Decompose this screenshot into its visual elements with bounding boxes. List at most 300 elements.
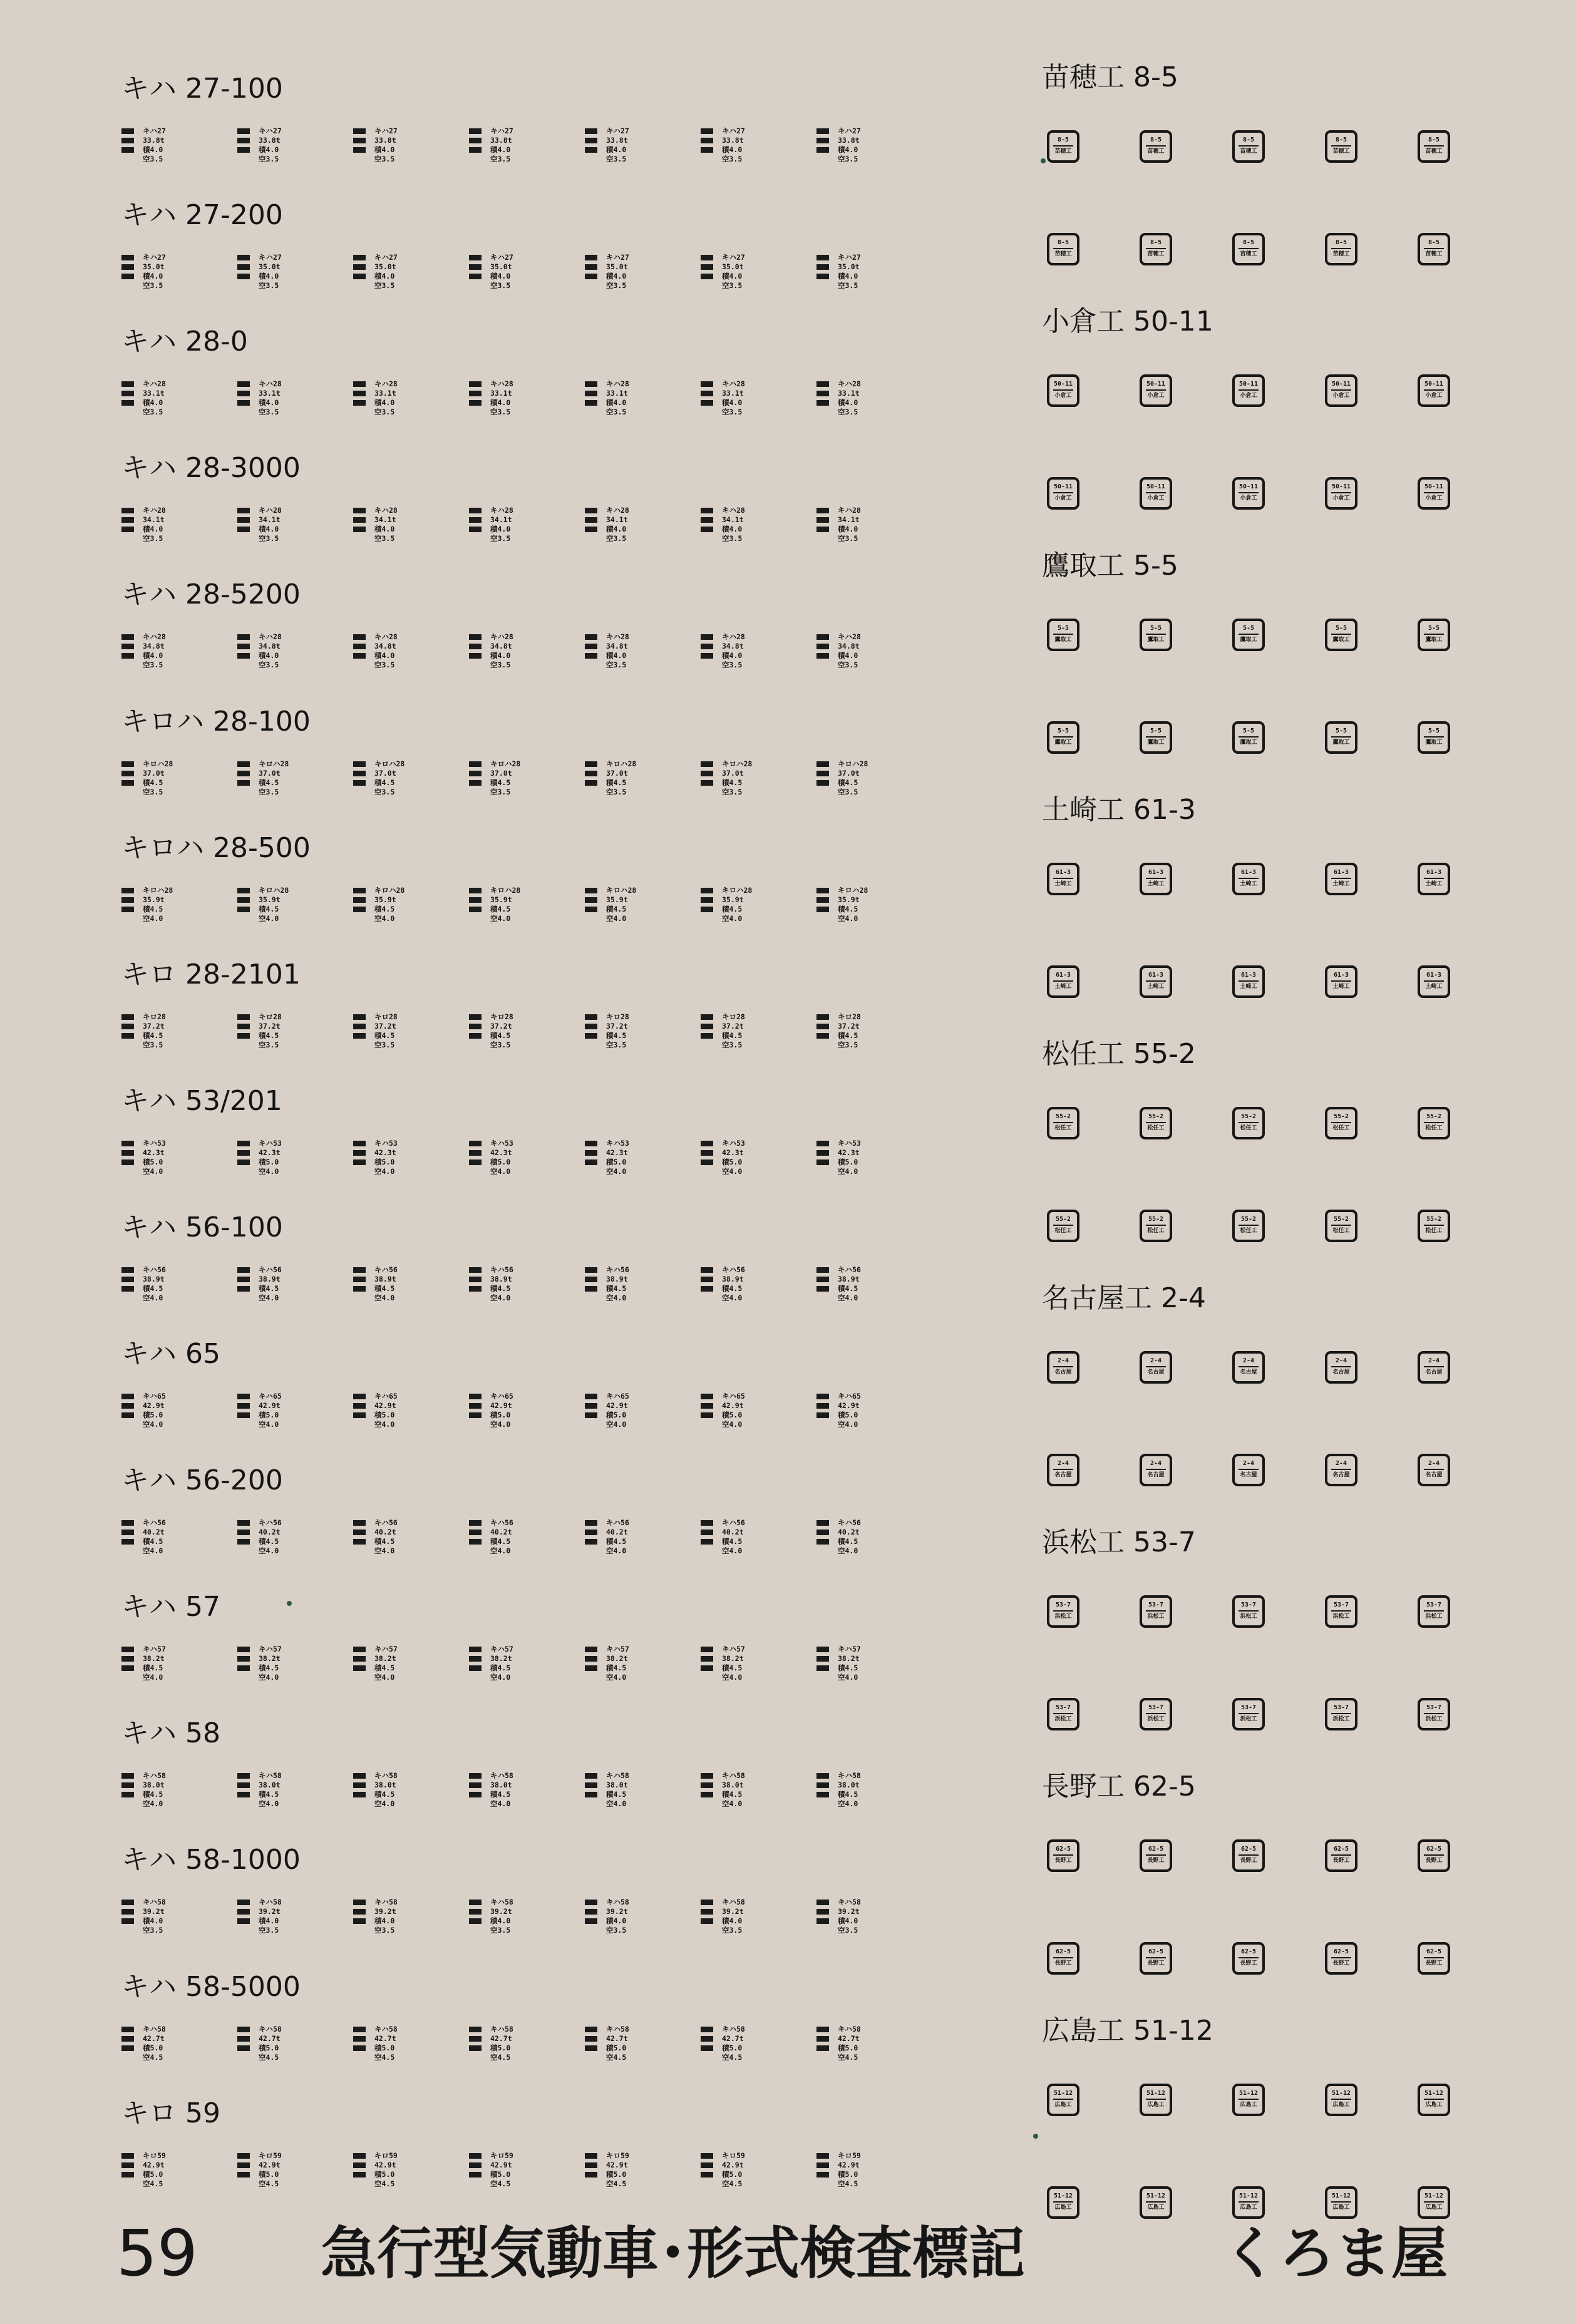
decal-value-conv1: 積4.0 xyxy=(143,272,163,281)
decal-value-weight: 34.1t xyxy=(490,515,512,525)
decal-label xyxy=(469,136,485,145)
decal-label xyxy=(353,2151,369,2161)
decal-values xyxy=(490,2151,513,2189)
decal-value-conv1: 積4.0 xyxy=(374,272,395,281)
decal-labels xyxy=(585,1012,601,1041)
decal-label xyxy=(121,2161,138,2170)
decal-values xyxy=(606,759,636,797)
decal-value-type: キハ57 xyxy=(143,1645,166,1654)
decal-label xyxy=(816,1916,833,1926)
decal-value-weight: 35.9t xyxy=(490,895,512,904)
type-decal xyxy=(585,1265,672,1305)
decal-value-weight: 37.2t xyxy=(490,1021,512,1031)
decal-value-conv2: 空3.5 xyxy=(259,661,279,670)
decal-values xyxy=(606,1139,629,1176)
decal-value-type: キロ28 xyxy=(722,1012,745,1021)
decal-value-type: キロハ28 xyxy=(259,759,289,768)
decal-label-mark xyxy=(469,907,482,912)
decal-labels xyxy=(469,2151,485,2179)
decal-value-weight: 38.0t xyxy=(490,1781,512,1790)
decal-label xyxy=(237,1411,254,1420)
stamp-code: 8-5 xyxy=(1428,136,1440,143)
decal-labels xyxy=(353,1392,369,1420)
decal-value-conv1: 積5.0 xyxy=(606,2043,627,2052)
decal-value-type: キハ58 xyxy=(143,1898,166,1907)
decal-label xyxy=(237,1275,254,1284)
stamp-divider xyxy=(1146,145,1166,147)
decal-label xyxy=(353,1284,369,1293)
stamp-divider xyxy=(1331,634,1351,635)
decal-label-mark xyxy=(816,391,829,396)
stamp-code: 53-7 xyxy=(1426,1704,1442,1711)
decal-label-mark xyxy=(353,644,366,649)
stamp-divider xyxy=(1053,1122,1073,1123)
decal-values xyxy=(490,1012,513,1050)
stamp-code: 53-7 xyxy=(1333,1602,1349,1608)
decal-value-conv1: 積4.0 xyxy=(722,272,743,281)
decal-value-conv1: 積4.5 xyxy=(374,1031,395,1040)
decal-label xyxy=(701,1518,717,1528)
decal-value-conv2: 空3.5 xyxy=(143,1926,163,1935)
decal-label xyxy=(469,769,485,778)
decal-values xyxy=(490,1139,513,1176)
decal-value-type: キハ56 xyxy=(722,1518,745,1528)
stamp-divider xyxy=(1239,1122,1259,1123)
left-section-title: キハ 65 xyxy=(121,1338,220,1370)
stamp-code: 51-12 xyxy=(1239,2193,1259,2199)
decal-label xyxy=(121,1022,138,1031)
decal-label-mark xyxy=(816,517,829,523)
decal-value-type: キハ28 xyxy=(143,379,166,389)
decal-values xyxy=(374,379,398,417)
decal-label-mark xyxy=(585,1286,597,1292)
decal-label-mark xyxy=(585,1909,597,1915)
decal-value-conv1: 積4.0 xyxy=(259,145,279,154)
decal-label-mark xyxy=(585,634,597,640)
decal-label xyxy=(353,1781,369,1790)
factory-stamp xyxy=(1418,863,1450,895)
factory-stamp xyxy=(1140,1942,1172,1975)
type-decal xyxy=(469,1392,557,1432)
decal-label xyxy=(121,895,138,905)
decal-labels xyxy=(816,1771,833,1799)
decal-value-conv1: 積5.0 xyxy=(259,1411,279,1419)
decal-value-type: キハ57 xyxy=(606,1645,629,1654)
decal-label xyxy=(237,1518,254,1528)
decal-value-type: キハ57 xyxy=(374,1645,398,1654)
factory-stamp xyxy=(1325,233,1357,265)
decal-value-conv2: 空4.0 xyxy=(259,913,279,923)
stamp-divider xyxy=(1424,248,1444,249)
decal-label xyxy=(121,1411,138,1420)
decal-label-mark xyxy=(353,1520,366,1526)
decal-value-conv2: 空3.5 xyxy=(490,661,511,670)
decal-label-mark xyxy=(353,897,366,903)
type-decal xyxy=(121,1392,209,1432)
stamp-code: 8-5 xyxy=(1335,136,1347,143)
factory-stamp xyxy=(1140,2186,1172,2219)
decal-values xyxy=(143,1771,166,1809)
decal-values xyxy=(143,632,166,670)
decal-value-weight: 42.7t xyxy=(259,2034,281,2043)
decal-label-mark xyxy=(701,771,713,776)
stamp-factory: 名古屋 xyxy=(1147,1369,1165,1375)
decal-value-conv1: 積4.5 xyxy=(722,1031,743,1040)
decal-label xyxy=(816,769,833,778)
decal-label xyxy=(237,1392,254,1401)
decal-label-mark xyxy=(585,771,597,776)
decal-labels xyxy=(469,1392,485,1420)
decal-values xyxy=(259,1392,282,1429)
decal-label xyxy=(816,1645,833,1654)
decal-values xyxy=(259,379,282,417)
decal-label xyxy=(701,126,717,136)
stamp-factory: 名古屋 xyxy=(1425,1369,1443,1375)
decal-labels xyxy=(585,2025,601,2053)
decal-label-mark xyxy=(816,400,829,406)
decal-values xyxy=(722,1265,745,1303)
decal-value-conv1: 積4.5 xyxy=(259,778,279,787)
decal-label-mark xyxy=(121,2153,134,2159)
decal-label-mark xyxy=(353,1286,366,1292)
stamp-code: 50-11 xyxy=(1424,483,1444,490)
decal-value-conv2: 空4.0 xyxy=(374,1799,395,1809)
type-decal xyxy=(701,1518,788,1558)
decal-value-conv1: 積4.5 xyxy=(490,904,511,913)
decal-label xyxy=(585,1537,601,1546)
stamp-code: 61-3 xyxy=(1240,869,1257,876)
decal-label-mark xyxy=(585,907,597,912)
decal-label xyxy=(585,379,601,389)
stamp-code: 2-4 xyxy=(1057,1357,1069,1364)
factory-stamp xyxy=(1325,130,1357,163)
decal-label xyxy=(121,1790,138,1799)
decal-values xyxy=(490,253,513,290)
decal-label xyxy=(353,1139,369,1148)
decal-label xyxy=(585,1528,601,1537)
decal-labels xyxy=(585,1518,601,1546)
stamp-divider xyxy=(1331,248,1351,249)
stamp-code: 51-12 xyxy=(1146,2193,1166,2199)
decal-value-weight: 37.2t xyxy=(259,1021,281,1031)
stamp-divider xyxy=(1331,1469,1351,1470)
type-decal xyxy=(701,2025,788,2065)
decal-value-weight: 35.9t xyxy=(606,895,628,904)
stamp-divider xyxy=(1239,2201,1259,2203)
decal-value-weight: 33.1t xyxy=(490,389,512,398)
decal-values xyxy=(374,1898,398,1935)
decal-label xyxy=(469,1158,485,1167)
stamp-divider xyxy=(1331,980,1351,982)
decal-label-mark xyxy=(816,274,829,279)
stamp-code: 5-5 xyxy=(1150,625,1162,632)
decal-value-conv2: 空3.5 xyxy=(143,408,163,417)
stamp-code: 53-7 xyxy=(1240,1704,1257,1711)
type-decal xyxy=(701,1771,788,1811)
decal-label-mark xyxy=(237,2153,250,2159)
decal-value-conv1: 積5.0 xyxy=(143,1157,163,1166)
decal-label xyxy=(121,1148,138,1158)
decal-value-type: キハ28 xyxy=(374,379,398,389)
decal-labels xyxy=(121,1265,138,1293)
decal-value-conv2: 空4.0 xyxy=(259,1546,279,1556)
decal-label-mark xyxy=(353,1647,366,1652)
stamp-code: 55-2 xyxy=(1148,1216,1164,1223)
decal-label-mark xyxy=(237,1286,250,1292)
stamp-code: 53-7 xyxy=(1055,1704,1071,1711)
decal-labels xyxy=(585,1265,601,1293)
decal-label-mark xyxy=(237,644,250,649)
decal-value-conv1: 積4.5 xyxy=(143,778,163,787)
decal-label xyxy=(585,2044,601,2053)
decal-label xyxy=(237,1907,254,1916)
decal-value-weight: 42.3t xyxy=(143,1148,165,1157)
decal-label-mark xyxy=(585,400,597,406)
stamp-factory: 苗穂工 xyxy=(1054,251,1072,257)
decal-label xyxy=(121,632,138,642)
decal-value-type: キハ58 xyxy=(143,2024,166,2034)
decal-labels xyxy=(353,2025,369,2053)
decal-label xyxy=(469,1148,485,1158)
factory-stamp xyxy=(1140,965,1172,998)
stamp-code: 53-7 xyxy=(1333,1704,1349,1711)
decal-value-weight: 40.2t xyxy=(490,1528,512,1537)
decal-label-mark xyxy=(585,2162,597,2168)
decal-value-conv2: 空3.5 xyxy=(838,155,858,163)
decal-label xyxy=(237,262,254,272)
stamp-divider xyxy=(1239,1225,1259,1226)
decal-value-conv1: 積4.5 xyxy=(838,778,858,787)
decal-label-mark xyxy=(353,264,366,270)
stamp-factory: 浜松工 xyxy=(1240,1716,1257,1722)
decal-label-mark xyxy=(701,1286,713,1292)
decal-value-conv2: 空4.0 xyxy=(259,1166,279,1176)
decal-value-type: キハ28 xyxy=(143,632,166,642)
decal-value-conv1: 積4.0 xyxy=(838,272,858,281)
decal-label xyxy=(353,1907,369,1916)
decal-label xyxy=(353,1265,369,1275)
decal-label xyxy=(353,1898,369,1907)
decal-label xyxy=(469,1907,485,1916)
decal-value-weight: 34.1t xyxy=(259,515,281,525)
decal-label xyxy=(701,1411,717,1420)
decal-label-mark xyxy=(237,1665,250,1671)
decal-label xyxy=(121,778,138,788)
decal-value-weight: 38.9t xyxy=(606,1274,628,1283)
decal-value-conv1: 積4.0 xyxy=(143,1916,163,1926)
left-section-title: キハ 28-0 xyxy=(121,326,248,358)
decal-labels xyxy=(237,1518,254,1546)
decal-value-conv2: 空3.5 xyxy=(490,281,511,290)
decal-label-mark xyxy=(237,527,250,532)
decal-label-mark xyxy=(585,1267,597,1273)
decal-value-conv1: 積4.5 xyxy=(838,1663,858,1673)
decal-value-type: キハ28 xyxy=(490,506,513,515)
decal-value-weight: 34.1t xyxy=(722,515,744,525)
factory-stamp xyxy=(1232,619,1265,651)
decal-value-conv1: 積5.0 xyxy=(838,2169,858,2179)
decal-label xyxy=(585,1790,601,1799)
decal-label xyxy=(701,515,717,525)
decal-value-type: キハ56 xyxy=(606,1265,629,1274)
stamp-divider xyxy=(1053,634,1073,635)
decal-label-mark xyxy=(353,1277,366,1282)
type-decal xyxy=(237,1898,325,1938)
decal-label-mark xyxy=(353,1909,366,1915)
decal-value-conv1: 積4.5 xyxy=(143,904,163,913)
factory-stamp xyxy=(1418,1698,1450,1730)
decal-label xyxy=(237,769,254,778)
decal-label xyxy=(121,1031,138,1041)
decal-value-conv1: 積5.0 xyxy=(606,1411,627,1419)
decal-label xyxy=(237,1139,254,1148)
decal-labels xyxy=(816,886,833,914)
factory-stamp xyxy=(1232,1698,1265,1730)
decal-label-mark xyxy=(816,1647,829,1652)
speck xyxy=(1041,158,1046,163)
decal-value-conv1: 積4.5 xyxy=(143,1283,163,1293)
decal-values xyxy=(490,759,520,797)
decal-label xyxy=(237,1781,254,1790)
decal-label xyxy=(469,1031,485,1041)
decal-value-conv1: 積5.0 xyxy=(606,2169,627,2179)
factory-stamp xyxy=(1232,233,1265,265)
decal-label-mark xyxy=(701,1033,713,1039)
decal-label xyxy=(237,1401,254,1411)
decal-value-conv1: 積4.5 xyxy=(606,904,627,913)
stamp-code: 51-12 xyxy=(1146,2090,1166,2097)
decal-label xyxy=(353,389,369,398)
stamp-divider xyxy=(1053,492,1073,493)
decal-label-mark xyxy=(701,400,713,406)
decal-values xyxy=(259,1139,282,1176)
decal-value-conv2: 空3.5 xyxy=(143,661,163,670)
stamp-divider xyxy=(1053,1225,1073,1226)
decal-label xyxy=(816,1411,833,1420)
decal-label xyxy=(585,1275,601,1284)
decal-labels xyxy=(237,1012,254,1041)
decal-label-mark xyxy=(701,2153,713,2159)
decal-label-mark xyxy=(701,1647,713,1652)
stamp-divider xyxy=(1424,980,1444,982)
decal-value-conv1: 積4.0 xyxy=(374,1916,395,1926)
decal-label xyxy=(353,895,369,905)
decal-value-type: キハ58 xyxy=(259,1771,282,1781)
decal-value-conv1: 積5.0 xyxy=(374,1411,395,1419)
decal-value-type: キハ28 xyxy=(374,632,398,642)
factory-stamp xyxy=(1232,965,1265,998)
decal-value-type: キロハ28 xyxy=(374,759,405,768)
decal-value-type: キハ28 xyxy=(606,632,629,642)
decal-label-mark xyxy=(816,2172,829,2177)
decal-label-mark xyxy=(237,264,250,270)
factory-stamp xyxy=(1047,1698,1079,1730)
stamp-code: 2-4 xyxy=(1335,1460,1347,1467)
factory-stamp xyxy=(1418,1839,1450,1872)
decal-label-mark xyxy=(585,1773,597,1779)
decal-label-mark xyxy=(121,517,134,523)
decal-value-type: キハ28 xyxy=(490,379,513,389)
decal-label-mark xyxy=(816,1150,829,1156)
type-decal xyxy=(121,126,209,167)
stamp-divider xyxy=(1331,1957,1351,1958)
decal-label xyxy=(121,2151,138,2161)
stamp-factory: 松任工 xyxy=(1147,1228,1165,1234)
stamp-factory: 松任工 xyxy=(1425,1228,1443,1234)
stamp-factory: 鷹取工 xyxy=(1240,637,1257,643)
decal-label-mark xyxy=(701,1412,713,1418)
stamp-code: 5-5 xyxy=(1057,728,1069,734)
stamp-code: 2-4 xyxy=(1242,1357,1255,1364)
decal-label xyxy=(121,1907,138,1916)
decal-label-mark xyxy=(353,780,366,786)
type-decal xyxy=(237,632,325,672)
decal-label-mark xyxy=(353,381,366,387)
decal-value-conv2: 空3.5 xyxy=(606,661,627,670)
decal-label-mark xyxy=(469,1286,482,1292)
decal-value-type: キロハ28 xyxy=(259,885,289,895)
decal-label xyxy=(701,272,717,281)
decal-labels xyxy=(469,379,485,408)
decal-label xyxy=(353,778,369,788)
stamp-factory: 小倉工 xyxy=(1332,495,1350,501)
decal-label xyxy=(816,272,833,281)
decal-label xyxy=(237,1771,254,1781)
decal-value-type: キロ28 xyxy=(838,1012,861,1021)
decal-label-mark xyxy=(585,1277,597,1282)
decal-labels xyxy=(469,1898,485,1926)
decal-values xyxy=(606,1518,629,1556)
decal-label-mark xyxy=(121,274,134,279)
decal-value-weight: 34.8t xyxy=(722,642,744,651)
decal-value-type: キハ58 xyxy=(722,1771,745,1781)
decal-label xyxy=(585,515,601,525)
decal-value-weight: 35.0t xyxy=(606,262,628,272)
decal-label xyxy=(701,1012,717,1022)
decal-value-conv1: 積4.5 xyxy=(374,1663,395,1673)
stamp-factory: 広島工 xyxy=(1054,2204,1072,2211)
decal-label xyxy=(701,136,717,145)
stamp-factory: 鷹取工 xyxy=(1332,637,1350,643)
decal-label xyxy=(816,1528,833,1537)
decal-value-conv2: 空4.0 xyxy=(143,1673,163,1682)
decal-value-conv1: 積4.0 xyxy=(374,651,395,661)
decal-label xyxy=(585,886,601,895)
decal-label xyxy=(816,2025,833,2034)
decal-value-type: キハ58 xyxy=(374,1898,398,1907)
decal-value-weight: 38.9t xyxy=(374,1274,396,1283)
decal-value-conv2: 空4.0 xyxy=(374,1293,395,1302)
decal-value-conv1: 積4.0 xyxy=(722,525,743,534)
decal-values xyxy=(722,759,752,797)
decal-value-conv1: 積4.0 xyxy=(490,651,511,661)
decal-value-weight: 42.9t xyxy=(259,2160,281,2169)
decal-label-mark xyxy=(816,1656,829,1662)
decal-label-mark xyxy=(353,1792,366,1797)
stamp-divider xyxy=(1331,492,1351,493)
type-decal xyxy=(816,126,904,167)
decal-value-type: キロ59 xyxy=(259,2151,282,2160)
decal-label-mark xyxy=(353,1412,366,1418)
stamp-factory: 小倉工 xyxy=(1425,495,1443,501)
decal-label-mark xyxy=(121,527,134,532)
decal-label-mark xyxy=(353,888,366,893)
decal-label-mark xyxy=(701,2045,713,2051)
decal-labels xyxy=(816,1898,833,1926)
factory-stamp xyxy=(1047,863,1079,895)
decal-values xyxy=(143,1645,166,1682)
stamp-code: 51-12 xyxy=(1239,2090,1259,2097)
